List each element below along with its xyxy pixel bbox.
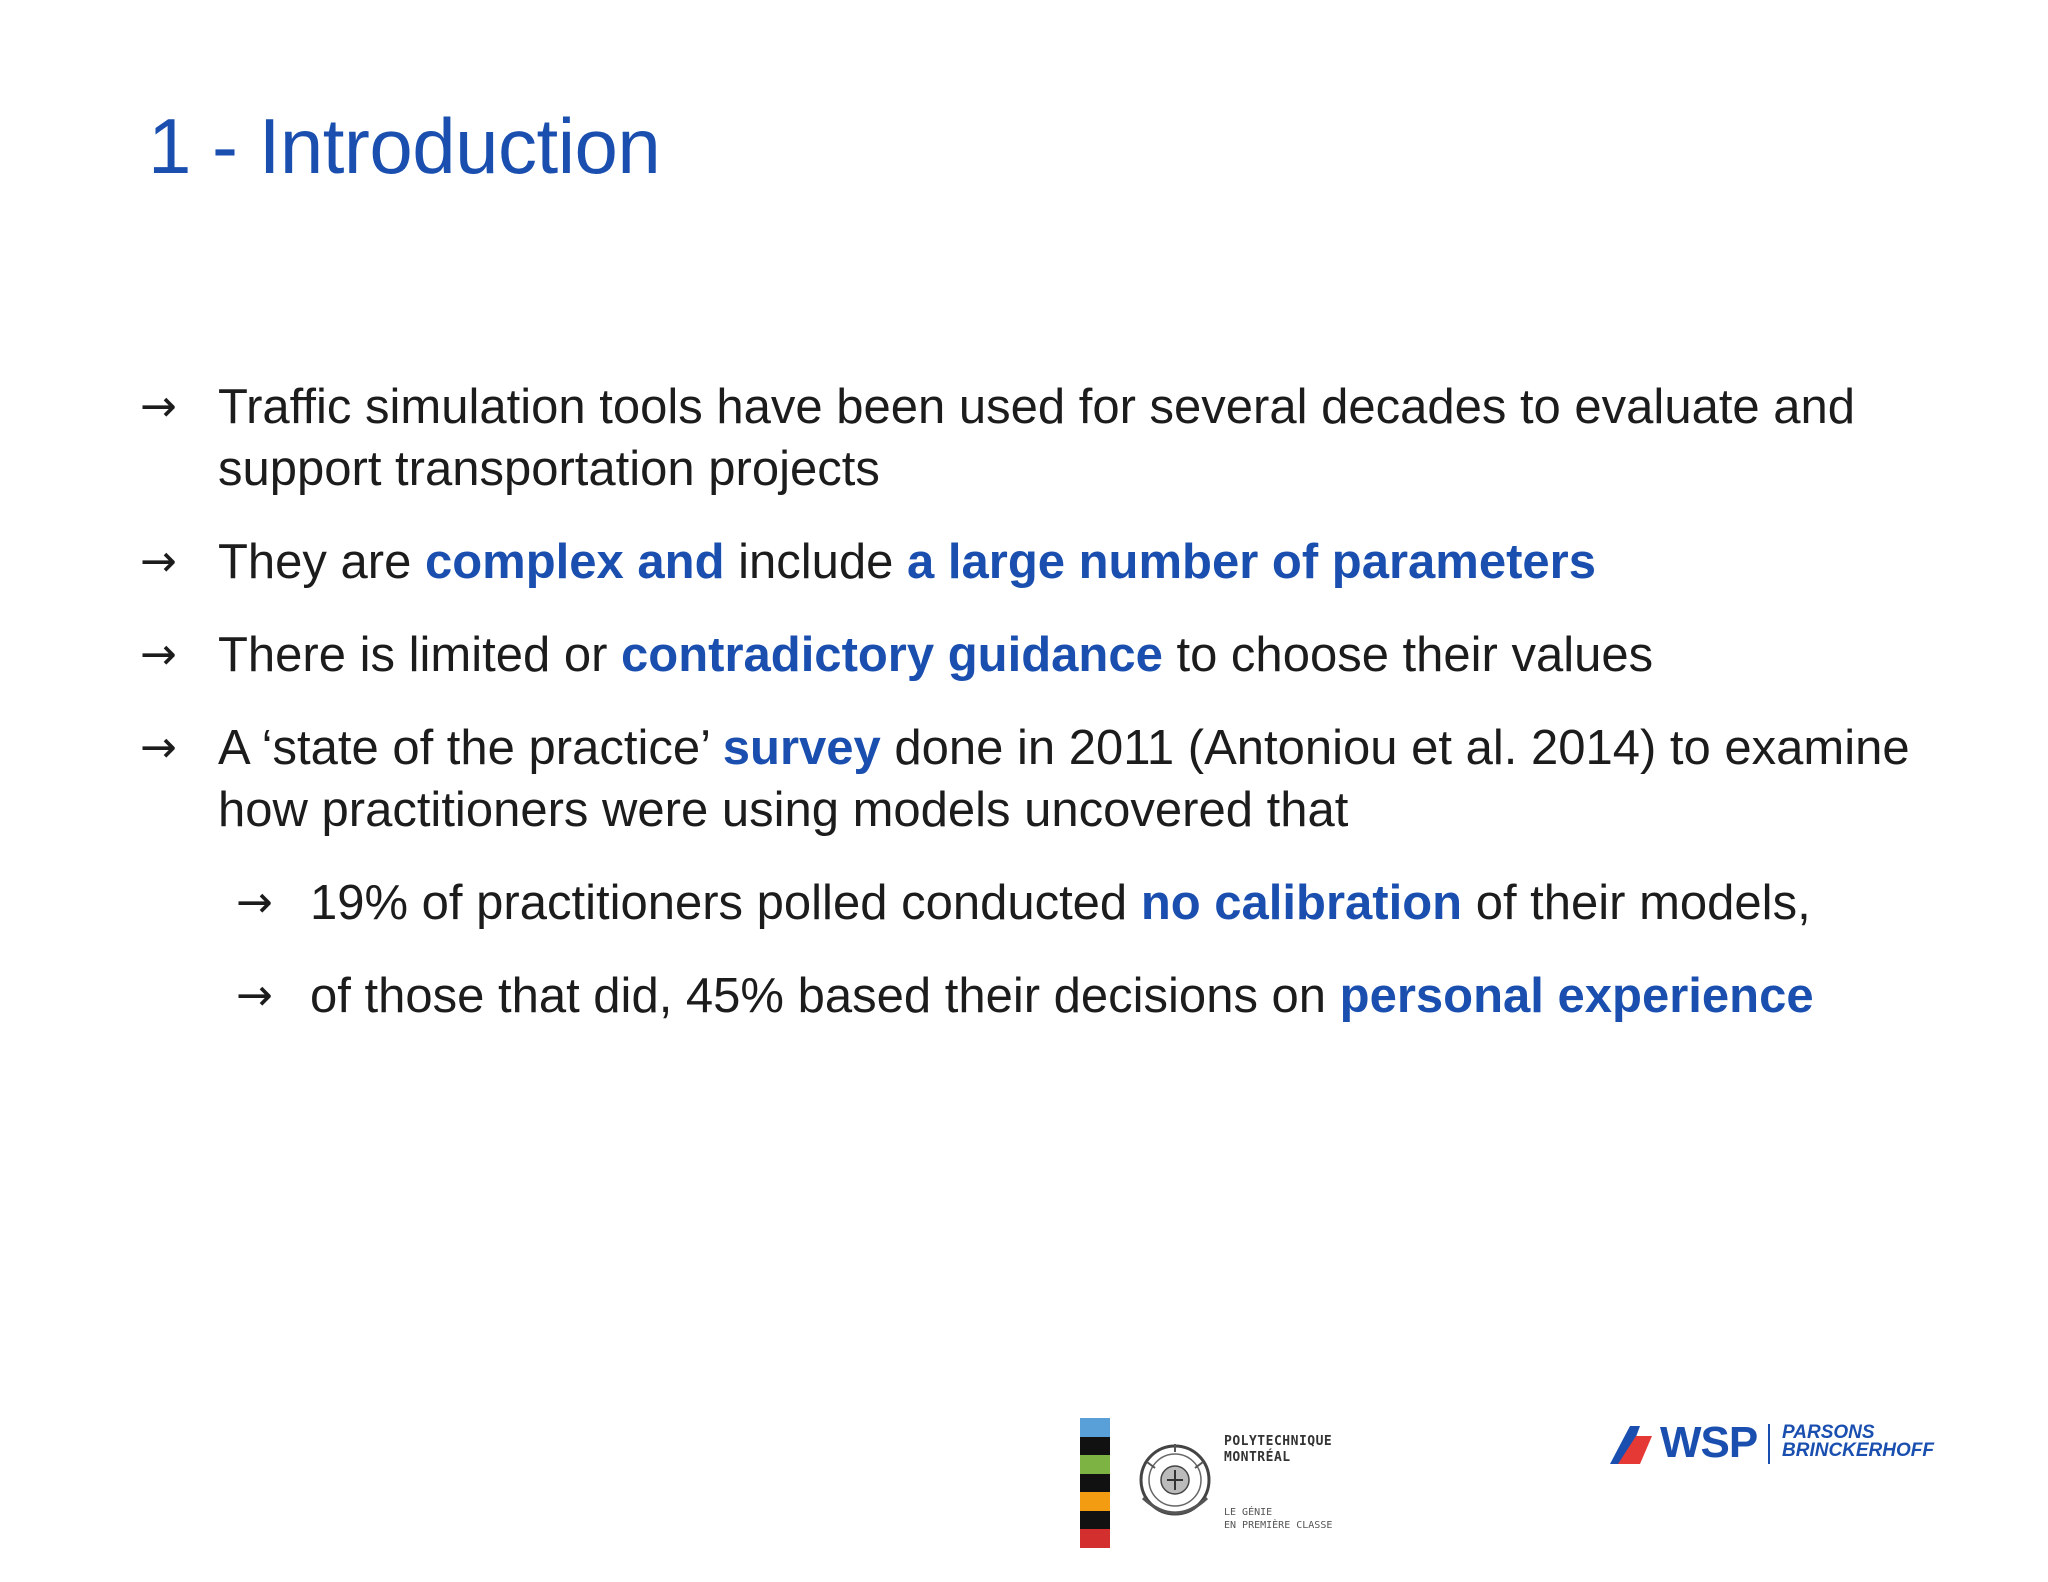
bullet-text: 19% of practitioners polled conducted [310, 876, 1141, 930]
arrow-right-icon: → [140, 536, 177, 587]
sub-bullet-item [140, 965, 1920, 1027]
arrow-right-icon: → [236, 970, 273, 1021]
polytechnique-color-strip [1080, 1418, 1110, 1548]
highlighted-text: complex and [424, 535, 725, 589]
highlighted-text: contradictory guidance [621, 628, 1163, 682]
polytechnique-name [1224, 1434, 1332, 1466]
sub-bullet-item [140, 872, 1920, 934]
bullet-text: A ‘state of the practice’ [218, 721, 723, 775]
partner-line2: BRINCKERHOFF [1782, 1440, 1934, 1461]
polytechnique-name-line2: MONTRÉAL [1224, 1450, 1291, 1465]
polytechnique-name-line1: POLYTECHNIQUE [1224, 1434, 1333, 1449]
wsp-mark-icon [1610, 1422, 1658, 1466]
bullet-text: to choose their values [1162, 628, 1654, 682]
color-strip-segment [1080, 1418, 1110, 1437]
color-strip-segment [1080, 1437, 1110, 1456]
bullet-text: Traffic simulation tools have been used for several decades to evaluate and support transportation projects [218, 380, 1856, 496]
partner-line1: PARSONS [1782, 1422, 1875, 1443]
parsons-brinckerhoff-wordmark [1782, 1424, 1934, 1460]
wsp-divider [1768, 1424, 1770, 1464]
polytechnique-tagline [1224, 1506, 1332, 1532]
arrow-right-icon: → [140, 381, 177, 432]
bullet-text: of their models, [1462, 876, 1811, 930]
arrow-right-icon: → [140, 722, 177, 773]
bullet-text: of those that did, 45% based their decisions on [310, 969, 1340, 1023]
highlighted-text: no calibration [1140, 876, 1463, 930]
bullet-text: There is limited or [218, 628, 622, 682]
bullet-item [140, 717, 1920, 841]
color-strip-segment [1080, 1474, 1110, 1493]
polytechnique-tag-line1: LE GÉNIE [1224, 1507, 1273, 1518]
polytechnique-tag-line2: EN PREMIÈRE CLASSE [1224, 1520, 1333, 1531]
arrow-right-icon: → [236, 877, 273, 928]
highlighted-text: survey [722, 721, 881, 775]
slide-title: 1 - Introduction [148, 102, 661, 190]
bullet-item [140, 376, 1920, 500]
wsp-logo [1610, 1418, 1950, 1472]
color-strip-segment [1080, 1529, 1110, 1548]
bullet-item [140, 531, 1920, 593]
polytechnique-seal-icon [1125, 1432, 1225, 1532]
bullet-text: done in 2011 (Antoniou et al. 2014) to examine how practitioners were using models uncovered that [218, 721, 1910, 837]
bullet-text: They are [218, 535, 425, 589]
arrow-right-icon: → [140, 629, 177, 680]
polytechnique-logo [1080, 1418, 1380, 1548]
wsp-wordmark: WSP [1660, 1418, 1758, 1467]
bullet-text: include [724, 535, 908, 589]
color-strip-segment [1080, 1492, 1110, 1511]
color-strip-segment [1080, 1455, 1110, 1474]
highlighted-text: personal experience [1339, 969, 1814, 1023]
highlighted-text: a large number of parameters [907, 535, 1596, 589]
bullet-item [140, 624, 1920, 686]
color-strip-segment [1080, 1511, 1110, 1530]
bullet-list [140, 376, 1920, 1058]
